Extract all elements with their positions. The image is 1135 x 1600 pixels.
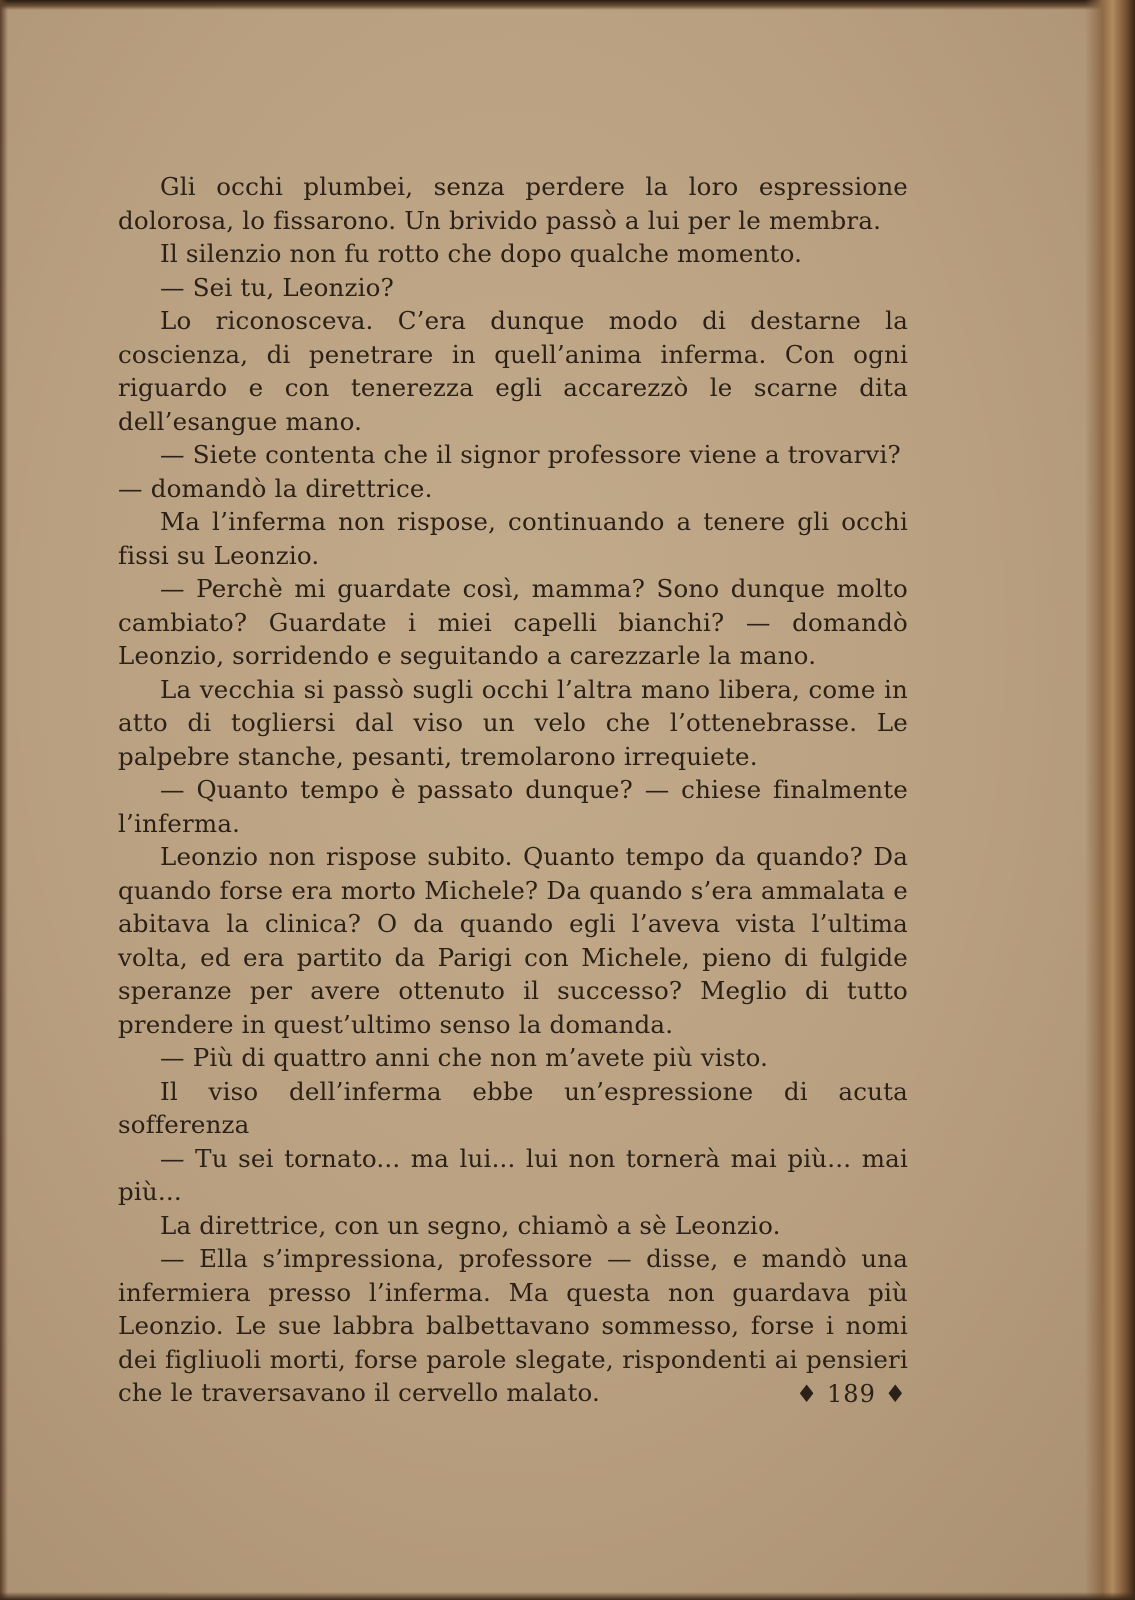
paragraph: Il silenzio non fu rotto che dopo qualche momento. — [160, 239, 803, 268]
paragraph: — Sei tu, Leonzio? — [160, 272, 394, 302]
paragraph: Lo riconosceva. C’era dunque modo di destarne la coscienza, di penetrare in quell’anima inferma. Con ogni riguardo e con tenerezza egli accarezzò le scarne dita dell’esangue mano. — [118, 306, 908, 436]
paragraph: — domandò la direttrice. — [118, 473, 433, 503]
book-spine-edge — [1085, 0, 1135, 1600]
page-top-shadow — [0, 0, 1135, 10]
paragraph: Leonzio non rispose subito. Quanto tempo da quando? Da quando forse era morto Michele? Da quando s’era ammalata e abitava la clinica? O da quando egli l’aveva vista l’ultima volta, ed era partito da Parigi con Michele, pieno di fulgide speranze per avere ottenuto il successo? Meglio di tutto prendere in quest’ultimo senso la domanda. — [118, 842, 908, 1039]
paragraph: — Più di quattro anni che non m’avete più visto. — [160, 1043, 769, 1072]
paragraph: Ma l’inferma non rispose, continuando a tenere gli occhi fissi su Leonzio. — [118, 507, 908, 570]
page-bottom-edge — [0, 1592, 1135, 1600]
paragraph: Gli occhi plumbei, senza perdere la loro espressione dolorosa, lo fissarono. Un brivido passò a lui per le membra. — [118, 172, 908, 235]
paragraph: — Quanto tempo è passato dunque? — chiese finalmente l’inferma. — [118, 775, 908, 838]
paragraph: — Perchè mi guardate così, mamma? Sono dunque molto cambiato? Guardate i miei capelli bianchi? — domandò Leonzio, sorridendo e seguitando a carezzarle la mano. — [118, 574, 908, 670]
page-number: ♦ 189 ♦ — [795, 1380, 907, 1408]
page-left-edge — [0, 0, 8, 1600]
paragraph: — Tu sei tornato... ma lui... lui non tornerà mai più... mai più... — [118, 1143, 908, 1206]
paragraph: La direttrice, con un segno, chiamò a sè Leonzio. — [160, 1210, 781, 1240]
paragraph: — Siete contenta che il signor professore viene a trovarvi? — [160, 440, 901, 469]
paragraph: La vecchia si passò sugli occhi l’altra mano libera, come in atto di togliersi dal viso un velo che l’ottenebrasse. Le palpebre stanche, pesanti, tremolarono irrequiete. — [118, 674, 908, 771]
body-text — [118, 170, 908, 1410]
paragraph: — Ella s’impressiona, professore — disse, e mandò una infermiera presso l’inferma. Ma questa non guardava più Leonzio. Le sue labbra balbettavano sommesso, forse i nomi dei figliuoli morti, forse parole slegate, rispondenti ai pensieri che le traversavano il cervello malato. — [118, 1244, 908, 1407]
paragraph: Il viso dell’inferma ebbe un’espressione di acuta sofferenza — [118, 1076, 908, 1139]
